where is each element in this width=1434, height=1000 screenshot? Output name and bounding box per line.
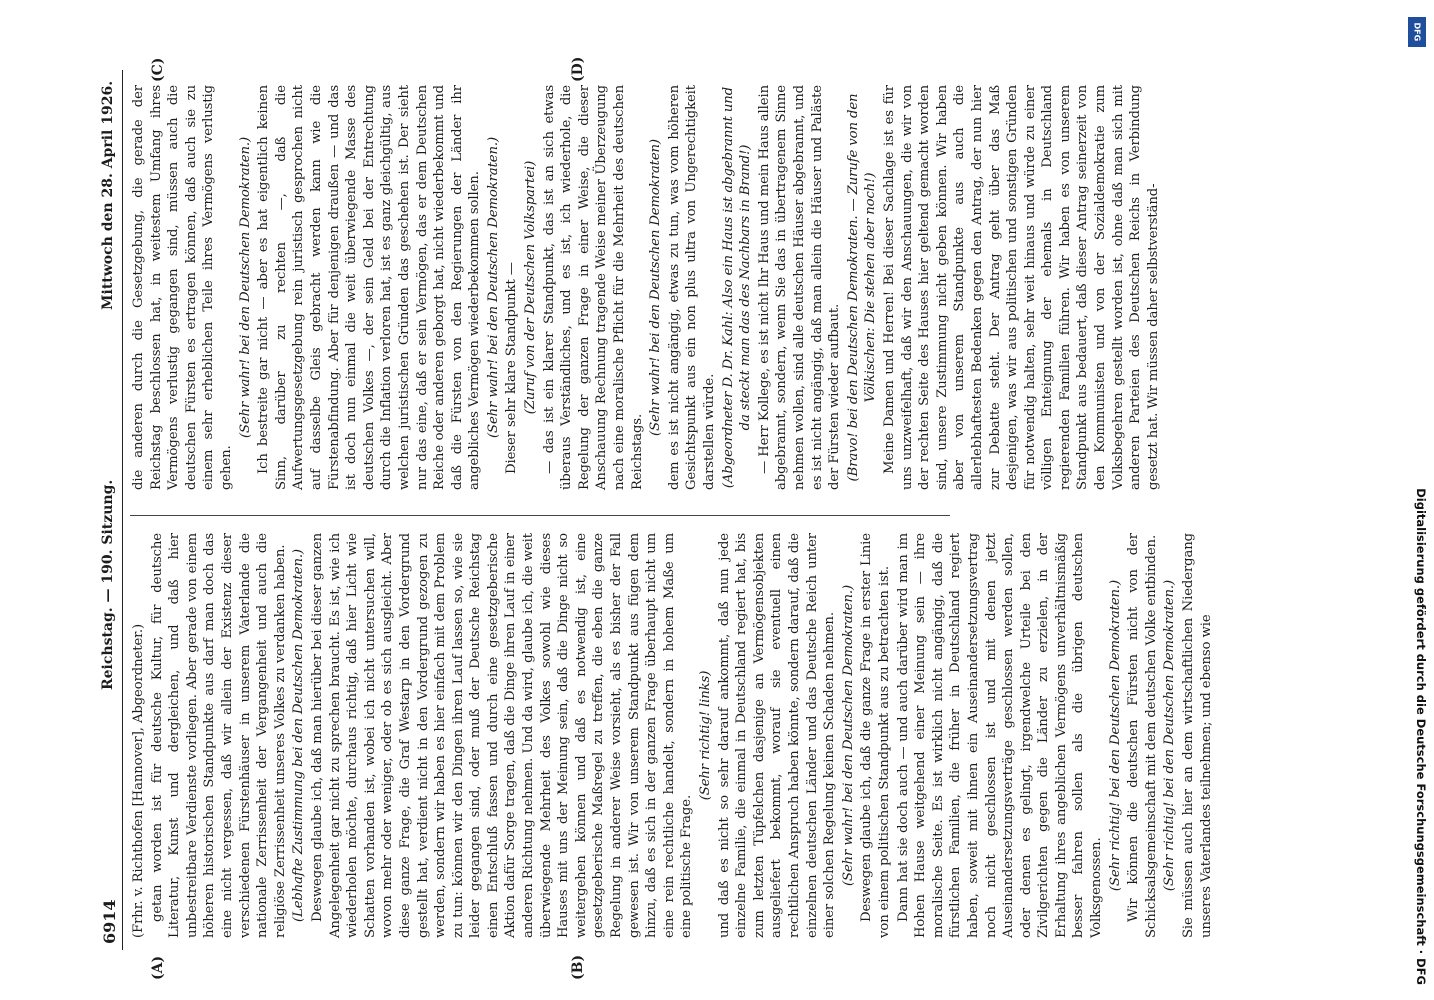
left-column	[130, 533, 1216, 938]
interjection: (Sehr richtig! bei den Deutschen Demokraten.)	[1107, 579, 1123, 892]
marker-d: (D)	[570, 56, 586, 82]
dfg-logo: DFG	[1408, 17, 1426, 47]
interjection: (Sehr wahr! bei den Deutschen Demokraten.)	[485, 136, 501, 439]
interjection: (Abgeordneter D. Dr. Kahl: Also ein Haus ist abgebrannt und da steckt man das des Nachbars in Brand!)	[720, 86, 754, 489]
paragraph: die anderen durch die Gesetzgebung, die gerade der Reichstag beschlossen hat, in weitestem Umfang ihres Vermögens verlustig gegangen sind, müssen auch die deutschen Fürsten es ertragen können, daß auch sie zu einem sehr erheblichen Teile ihres Vermögens verlustig gehen.	[131, 85, 234, 490]
paragraph: Wir können die deutschen Fürsten nicht von der Schicksalsgemeinschaft mit dem deutschen Volke entbinden.	[1126, 533, 1159, 938]
paragraph: getan worden ist für deutsche Kultur, für deutsche Literatur, Kunst und dergleichen, und daß hier unbestreitbare Verdienste vorliegen. Aber gerade von einem höheren historischen Standpunkte aus darf man doch das eine nicht vergessen, daß wir allein der Existenz dieser verschiedenen Fürstenhäuser in unserem Vaterlande die nationale Zerrissenheit der Vergangenheit und auch die religiöse Zerrissenheit unseres Volkes zu verdanken haben.	[149, 533, 288, 938]
interjection: (Zuruf von der Deutschen Volkspartei)	[523, 160, 539, 415]
interjection: (Sehr richtig! links)	[698, 670, 713, 801]
page-title: Reichstag. — 190. Sitzung.	[100, 479, 116, 690]
header-rule	[122, 70, 123, 950]
paragraph: Dann hat sie doch auch — und auch darüber wird man im Hohen Hause weitgehend einer Meinung sein — ihre moralische Seite. Es ist wirklich nicht angängig, daß die fürstlichen Familien, die früher in Deutschland regiert haben, soweit mit ihnen ein Auseinandersetzungsvertrag noch nicht geschlossen ist und mit denen jetzt Auseinandersetzungsverträge geschlossen werden sollen, oder denen es gelingt, irgendwelche Urteile bei den Zivilgerichten gegen die Länder zu erzielen, in der Erhaltung ihres angeblichen Vermögens unverhältnismäßig besser fahren sollen als die übrigen deutschen Volksgenossen.	[895, 533, 1105, 938]
paragraph: und daß es nicht so sehr darauf ankommt, daß nun jede einzelne Familie, die einmal in Deutschland regiert hat, bis zum letzten Tüpfelchen dasjenige an Vermögensobjekten ausgeliefert bekommt, worauf sie eventuell einen rechtlichen Anspruch haben könnte, sondern darauf, daß die einzelnen deutschen Länder und das Deutsche Reich unter einer solchen Regelung keinen Schaden nehmen.	[716, 533, 838, 938]
paragraph: Deswegen glaube ich, daß man hierüber bei dieser ganzen Angelegenheit gar nicht zu sprechen braucht. Es ist, wie ich wiederholen möchte, durchaus richtig, daß hier Licht wie Schatten vorhanden ist, wobei ich nicht untersuchen will, wovon mehr oder weniger, oder ob es sich ausgleicht. Aber diese ganze Frage, die Graf Westarp in den Vordergrund gestellt hat, verdient nicht in den Vordergrund gezogen zu werden, sondern wir haben es hier einfach mit dem Problem zu tun: können wir den Dingen ihren Lauf lassen so, wie sie leider gegangen sind, oder muß der Deutsche Reichstag einen Entschluß fassen und durch eine gesetzgeberische Aktion dafür Sorge tragen, daß die Dinge ihren Lauf in einer anderen Richtung nehmen. Und da wird, glaube ich, die weit überwiegende Mehrheit des Volkes sowohl wie dieses Hauses mit uns der Meinung sein, daß die Dinge nicht so weitergehen können und daß es notwendig ist, eine gesetzgeberische Maßregel zu treffen, die eben die ganze Regelung in anderer Weise vorsieht, als es bisher der Fall gewesen ist. Wir von unserem Standpunkt aus fügen dem hinzu, daß es sich in der ganzen Frage überhaupt nicht um eine rein rechtliche handelt, sondern in hohem Maße um eine politische Frage.	[309, 533, 695, 938]
dfg-funding-note: Digitalisierung gefördert durch die Deutsche Forschungsgemeinschaft · DFG	[1414, 488, 1428, 985]
interjection: (Sehr wahr! bei den Deutschen Demokraten.)	[237, 136, 253, 439]
rotated-page	[90, 56, 1390, 980]
session-date: Mittwoch den 28. April 1926.	[100, 80, 116, 310]
right-column	[130, 85, 1163, 490]
paragraph: dem es ist nicht angängig, etwas zu tun, was vom höheren Gesichtspunkt aus ein non plus ultra von Ungerechtigkeit darstellen würde.	[666, 85, 717, 490]
paragraph: Deswegen glaube ich, daß die ganze Frage in erster Linie von einem politischen Standpunkt aus zu betrachten ist.	[859, 533, 892, 938]
interjection: (Sehr wahr! bei den Deutschen Demokraten)	[648, 139, 664, 436]
page-number: 6914	[100, 899, 119, 944]
paragraph: — Herr Kollege, es ist nicht Ihr Haus und mein Haus allein abgebrannt, sondern, wenn Sie das in übertragenem Sinne nehmen wollen, sind alle deutschen Häuser abgebrannt, und es ist nicht angängig, daß man allein die Häuser und Paläste der Fürsten wieder aufbaut.	[756, 85, 843, 490]
interjection: (Sehr richtig! bei den Deutschen Demokraten.)	[1162, 579, 1178, 892]
interjection: (Sehr wahr! bei den Deutschen Demokraten.)	[840, 584, 856, 887]
marker-b: (B)	[570, 954, 586, 980]
paragraph: Ich bestreite gar nicht — aber es hat eigentlich keinen Sinn, darüber zu rechten —, daß die Aufwertungsgesetzgebung rein juristisch gesprochen nicht auf dasselbe Gleis gebracht werden kann wie die Fürstenabfindung. Aber für denjenigen draußen — und das ist doch nun einmal die weit überwiegende Masse des deutschen Volkes —, der sein Geld bei der Entrechtung durch die Inflation verloren hat, ist es ganz gleichgültig, aus welchen juristischen Gründen das geschehen ist. Der sieht nur das eine, daß er sein Vermögen, das er dem Deutschen Reiche oder anderen geborgt hat, nicht wiederbekommt und daß die Fürsten von den Regierungen der Länder ihr angebliches Vermögen wiederbekommen sollen.	[256, 85, 483, 490]
page-header	[90, 70, 130, 950]
speaker-line: (Frhr. v. Richthofen [Hannover], Abgeordneter.)	[131, 623, 146, 938]
interjection: (Lebhafte Zustimmung bei den Deutschen Demokraten.)	[291, 549, 307, 922]
marker-c: (C)	[150, 57, 166, 82]
paragraph: — das ist ein klarer Standpunkt, das ist an sich etwas überaus Verständliches, und es ist, ich wiederhole, die Regelung der ganzen Frage in einer Weise, die dieser Anschauung Rechnung tragende Weise meiner Überzeugung nach eine moralische Pflicht für die Mehrheit des deutschen Reichstags.	[541, 85, 645, 490]
dfg-side-note	[1406, 15, 1430, 985]
marker-a: (A)	[150, 955, 166, 980]
interjection: (Bravo! bei den Deutschen Demokraten. — Zurufe von den Völkischen: Die stehen aber noch!)	[845, 93, 879, 482]
paragraph: Dieser sehr klare Standpunkt —	[504, 262, 520, 474]
column-divider	[130, 515, 950, 516]
paragraph: Meine Damen und Herren! Bei dieser Sachlage ist es für uns unzweifelhaft, daß wir den Anschauungen, die wir von der rechten Seite des Hauses hier geltend gemacht worden sind, unsere Zustimmung nicht geben können. Wir haben aber von unserem Standpunkte aus auch die allerlebhaftesten Bedenken gegen den Antrag, der nun hier zur Debatte steht. Der Antrag geht über das Maß desjenigen, was wir aus politischen und sonstigen Gründen für notwendig halten, sehr weit hinaus und würde zu einer völligen Enteignung der ehemals in Deutschland regierenden Familien führen. Wir haben es von unserem Standpunkt aus bedauert, daß dieser Antrag seinerzeit von den Kommunisten und von der Sozialdemokratie zum Volksbegehren gestellt worden ist, ohne daß man sich mit anderen Parteien des Deutschen Reichs in Verbindung gesetzt hat. Wir müssen daher selbstverständ-	[881, 85, 1161, 490]
paragraph: Sie müssen auch hier an dem wirtschaftlichen Niedergang unseres Vaterlandes teilnehmen; und ebenso wie	[1181, 533, 1214, 938]
